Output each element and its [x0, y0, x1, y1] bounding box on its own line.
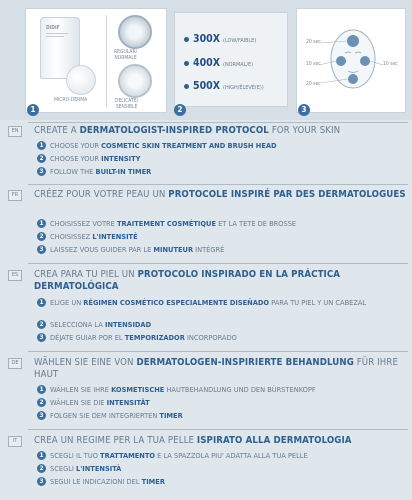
heading-it: CREA UN REGIME PER LA TUA PELLE ISPIRATO ALLA DERMATOLOGIA	[34, 435, 352, 446]
heading-en: CREATE A DERMATOLOGIST-INSPIRED PROTOCOL FOR YOUR SKIN	[34, 125, 341, 136]
step-number-it-3: 3	[37, 477, 46, 486]
step-en-3: FOLLOW THE BUILT-IN TIMER	[50, 167, 152, 176]
timer-label-chin: 20 sec	[306, 81, 321, 87]
lang-tag-en: EN	[8, 126, 22, 137]
step-number-en-3: 3	[37, 167, 46, 176]
step-number-es-3: 3	[37, 333, 46, 342]
step-it-2: SCEGLI L'INTENSITÀ	[50, 464, 122, 473]
step-number-it-1: 1	[37, 451, 46, 460]
step-number-de-1: 1	[37, 385, 46, 394]
step-number-es-1: 1	[37, 298, 46, 307]
step-number-es-2: 2	[37, 320, 46, 329]
timer-label-right-cheek: 10 sec	[383, 61, 398, 67]
panel-number-2: 2	[174, 104, 186, 116]
lang-tag-es: ES	[8, 270, 22, 281]
divider-en	[28, 122, 408, 123]
regular-brush-head-image	[118, 15, 152, 49]
step-de-1: WÄHLEN SIE IHRE KOSMETISCHE HAUTBEHANDLUNG UND DEN BÜRSTENKOPF	[50, 385, 316, 394]
divider-es	[28, 263, 408, 264]
divider-it	[28, 429, 408, 430]
step-fr-1: CHOISISSEZ VOTRE TRAITEMENT COSMÉTIQUE ET LA TETE DE BROSSE	[50, 219, 297, 228]
intensity-level-500: 500X (HIGH/ÉLEVÉ(E))	[184, 80, 264, 92]
panel-number-3: 3	[298, 104, 310, 116]
divider-de	[28, 351, 408, 352]
step-en-2: CHOOSE YOUR INTENSITY	[50, 154, 141, 163]
step-fr-3: LAISSEZ VOUS GUIDER PAR LE MINUTEUR INTÉGRÉ	[50, 245, 225, 254]
lang-tag-it: IT	[8, 436, 22, 447]
lang-tag-fr: FR	[8, 190, 22, 201]
intensity-level-300: 300X (LOW/FAIBLE)	[184, 33, 256, 45]
step-number-fr-3: 3	[37, 245, 46, 254]
step-es-2: SELECCIONA LA INTENSIDAD	[50, 320, 152, 329]
step-number-de-3: 3	[37, 411, 46, 420]
step-es-1: ELIGE UN RÉGIMEN COSMÉTICO ESPECIALMENTE DISEÑADO PARA TU PIEL Y UN CABEZAL	[50, 298, 367, 307]
heading-de: WÄHLEN SIE EINE VON DERMATOLOGEN-INSPIRIERTE BEHANDLUNG FÜR IHRE HAUT	[34, 357, 399, 380]
step-number-en-2: 2	[37, 154, 46, 163]
tube-brand: DiDiF	[46, 25, 60, 31]
step-number-fr-2: 2	[37, 232, 46, 241]
step-en-1: CHOOSE YOUR COSMETIC SKIN TREATMENT AND BRUSH HEAD	[50, 141, 277, 150]
timer-label-left-cheek: 10 sec	[306, 61, 321, 67]
panel-face-timer	[296, 8, 406, 113]
delicate-label: DELICATE/ SENSIBLE	[115, 98, 139, 110]
step-number-it-2: 2	[37, 464, 46, 473]
panel-products	[25, 8, 167, 113]
lang-tag-de: DE	[8, 358, 22, 369]
step-it-3: SEGUI LE INDICAZIONI DEL TIMER	[50, 477, 165, 486]
intensity-level-400: 400X (NORMAL/E)	[184, 57, 253, 69]
step-de-3: FOLGEN SIE DEM INTEGRIERTEN TIMER	[50, 411, 183, 420]
panel-number-1: 1	[27, 104, 39, 116]
step-number-fr-1: 1	[37, 219, 46, 228]
heading-fr: CRÉEZ POUR VOTRE PEAU UN PROTOCOLE INSPIRÉ PAR DES DERMATOLOGUES	[34, 189, 406, 200]
step-de-2: WÄHLEN SIE DIE INTENSITÄT	[50, 398, 150, 407]
step-number-en-1: 1	[37, 141, 46, 150]
delicate-brush-head-image	[118, 64, 152, 98]
step-fr-2: CHOISISSEZ L'INTENSITÉ	[50, 232, 138, 241]
step-es-3: DÉJATE GUIAR POR EL TEMPORIZADOR INCORPORADO	[50, 333, 237, 342]
divider-fr	[28, 184, 408, 185]
step-number-de-2: 2	[37, 398, 46, 407]
regular-label: REGULAR/ NORMALE	[114, 49, 138, 61]
step-it-1: SCEGLI IL TUO TRATTAMENTO E LA SPAZZOLA PIU' ADATTA ALLA TUA PELLE	[50, 451, 308, 460]
micro-derma-label: MICRO-DERMA	[54, 97, 88, 103]
micro-derma-disc-image	[66, 65, 96, 95]
timer-label-forehead: 20 sec	[306, 39, 321, 45]
heading-es: CREA PARA TU PIEL UN PROTOCOLO INSPIRADO EN LA PRÁCTICA DERMATOLÓGICA	[34, 269, 341, 292]
